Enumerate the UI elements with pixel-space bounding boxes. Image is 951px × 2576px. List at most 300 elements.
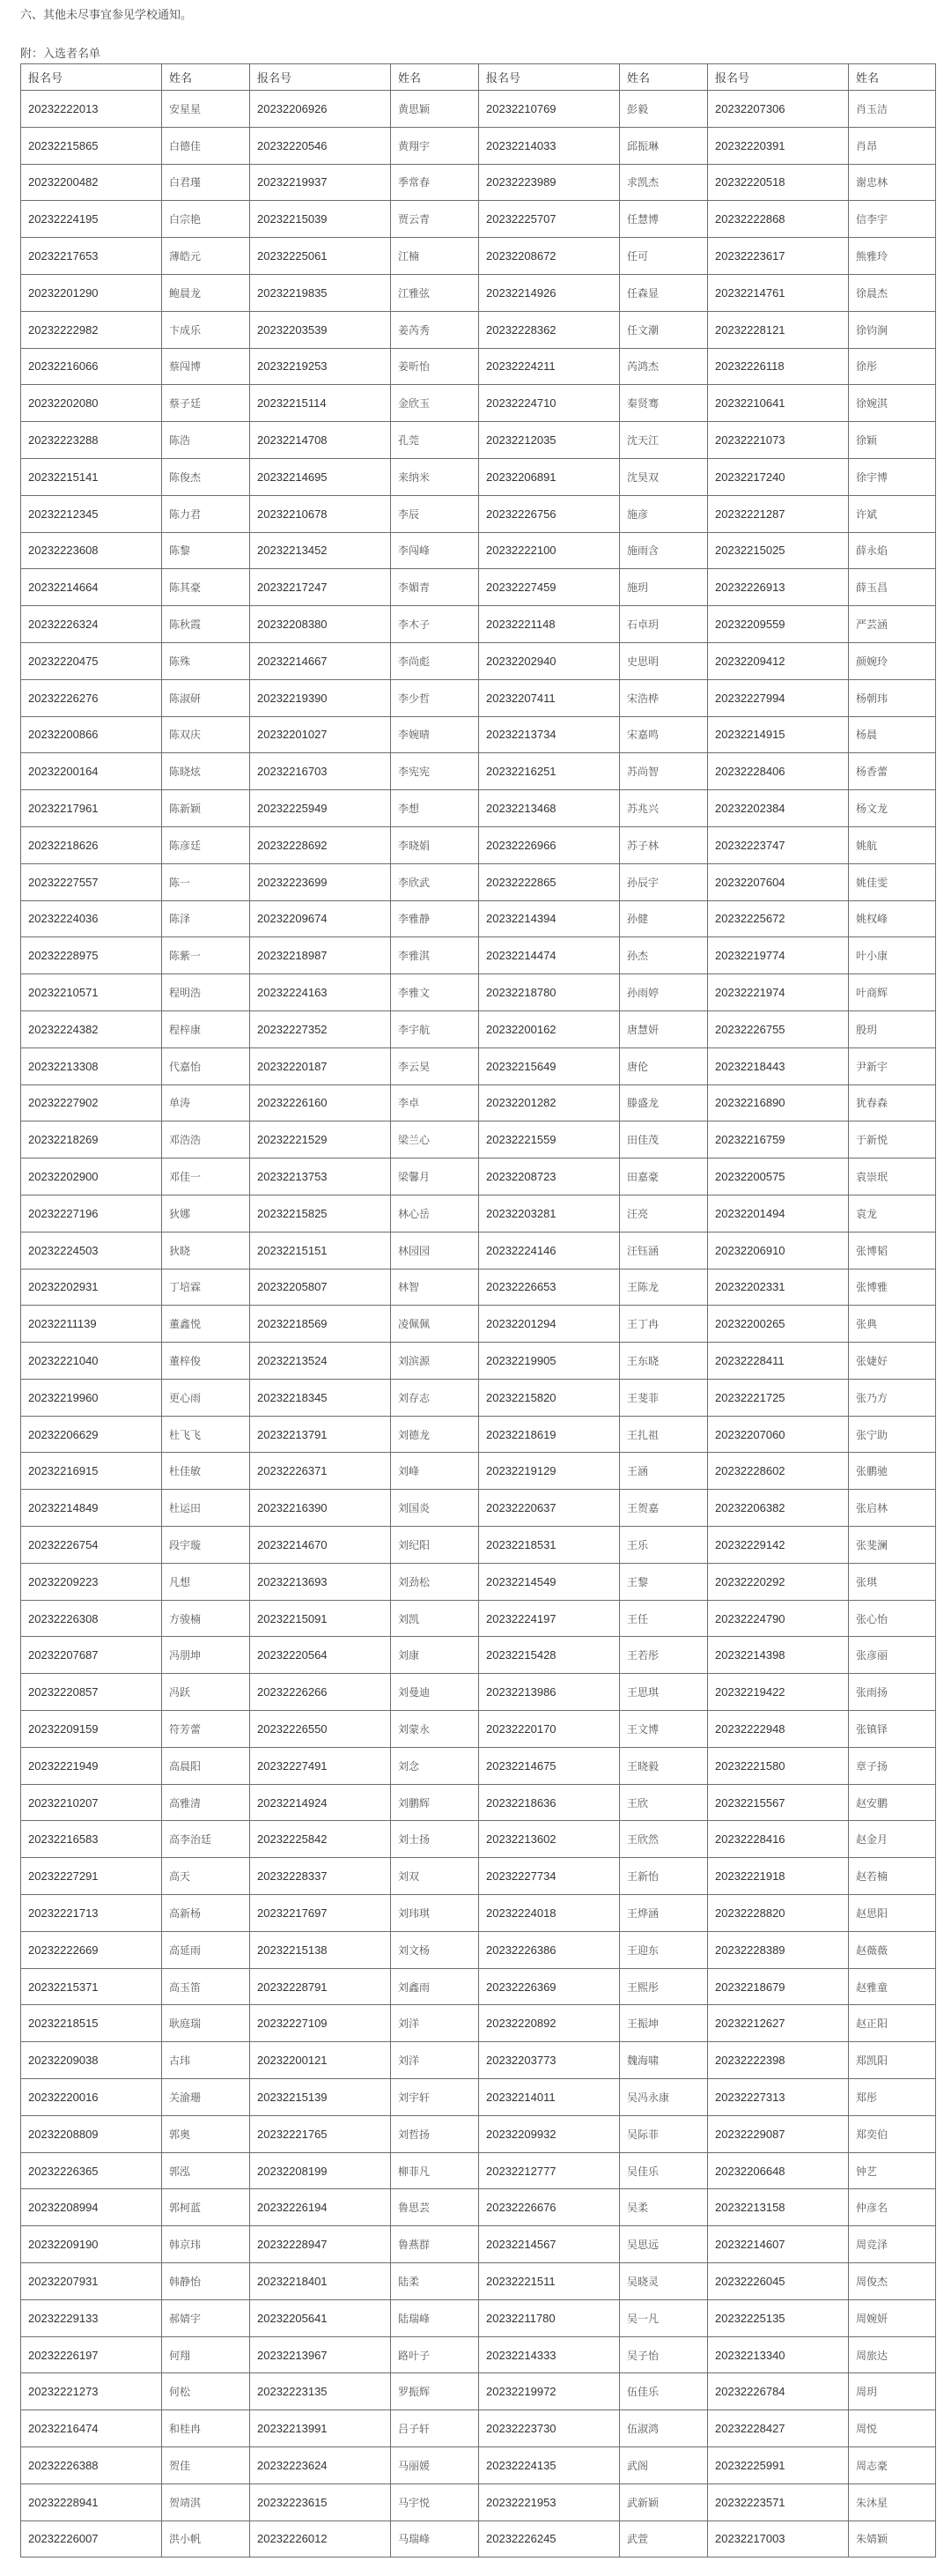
- student-name-cell: 王乐: [620, 1527, 708, 1564]
- student-name-cell: 汪钰涵: [620, 1232, 708, 1269]
- registration-number-cell: 20232226386: [479, 1931, 620, 1968]
- registration-number-cell: 20232217240: [708, 458, 849, 495]
- student-name-cell: 张雨扬: [849, 1674, 936, 1711]
- registration-number-cell: 20232228362: [479, 311, 620, 348]
- student-name-cell: 林心岳: [391, 1195, 479, 1232]
- registration-number-cell: 20232227902: [21, 1084, 162, 1121]
- student-name-cell: 赵安鹏: [849, 1784, 936, 1821]
- student-name-cell: 王黎: [620, 1563, 708, 1600]
- registration-number-cell: 20232201494: [708, 1195, 849, 1232]
- student-name-cell: 陈晓炫: [162, 753, 250, 790]
- registration-number-cell: 20232225842: [250, 1821, 391, 1858]
- registration-number-cell: 20232217961: [21, 790, 162, 827]
- registration-number-cell: 20232206910: [708, 1232, 849, 1269]
- student-name-cell: 方骏楠: [162, 1600, 250, 1637]
- registration-number-cell: 20232209932: [479, 2115, 620, 2152]
- registration-number-cell: 20232223135: [250, 2373, 391, 2410]
- student-name-cell: 何翔: [162, 2336, 250, 2373]
- registration-number-cell: 20232213468: [479, 790, 620, 827]
- student-name-cell: 魏海啸: [620, 2042, 708, 2079]
- student-name-cell: 邓佳一: [162, 1158, 250, 1195]
- student-name-cell: 杨朝玮: [849, 679, 936, 716]
- registration-number-cell: 20232225991: [708, 2447, 849, 2484]
- admission-roster-table: [20, 63, 936, 2557]
- student-name-cell: 朱婧颖: [849, 2520, 936, 2557]
- registration-number-cell: 20232224135: [479, 2447, 620, 2484]
- registration-number-cell: 20232222398: [708, 2042, 849, 2079]
- registration-number-cell: 20232221918: [708, 1858, 849, 1895]
- table-row: [21, 164, 936, 201]
- column-header-name: 姓名: [620, 64, 708, 91]
- student-name-cell: 孙辰宇: [620, 863, 708, 900]
- student-name-cell: 刘蒙永: [391, 1711, 479, 1748]
- student-name-cell: 凡想: [162, 1563, 250, 1600]
- registration-number-cell: 20232222865: [479, 863, 620, 900]
- student-name-cell: 吴子怡: [620, 2336, 708, 2373]
- student-name-cell: 刘峰: [391, 1453, 479, 1490]
- student-name-cell: 董鑫悦: [162, 1306, 250, 1343]
- student-name-cell: 王熙彤: [620, 1968, 708, 2005]
- table-row: [21, 1084, 936, 1121]
- registration-number-cell: 20232203281: [479, 1195, 620, 1232]
- registration-number-cell: 20232217003: [708, 2520, 849, 2557]
- student-name-cell: 符芳蕾: [162, 1711, 250, 1748]
- student-name-cell: 伍佳乐: [620, 2373, 708, 2410]
- student-name-cell: 吴佳乐: [620, 2152, 708, 2189]
- student-name-cell: 唐伦: [620, 1047, 708, 1084]
- table-row: [21, 238, 936, 275]
- student-name-cell: 钟艺: [849, 2152, 936, 2189]
- table-row: [21, 2299, 936, 2336]
- registration-number-cell: 20232213308: [21, 1047, 162, 1084]
- registration-number-cell: 20232216583: [21, 1821, 162, 1858]
- registration-number-cell: 20232216759: [708, 1121, 849, 1158]
- registration-number-cell: 20232202900: [21, 1158, 162, 1195]
- table-row: [21, 1121, 936, 1158]
- registration-number-cell: 20232222868: [708, 201, 849, 238]
- table-row: [21, 569, 936, 606]
- registration-number-cell: 20232206648: [708, 2152, 849, 2189]
- registration-number-cell: 20232214915: [708, 716, 849, 753]
- student-name-cell: 代嘉怡: [162, 1047, 250, 1084]
- student-name-cell: 严芸涵: [849, 606, 936, 643]
- registration-number-cell: 20232226755: [708, 1010, 849, 1047]
- registration-number-cell: 20232214667: [250, 642, 391, 679]
- student-name-cell: 路叶子: [391, 2336, 479, 2373]
- table-row: [21, 642, 936, 679]
- student-name-cell: 滕盛龙: [620, 1084, 708, 1121]
- registration-number-cell: 20232228389: [708, 1931, 849, 1968]
- table-row: [21, 1047, 936, 1084]
- student-name-cell: 刘曼迪: [391, 1674, 479, 1711]
- student-name-cell: 张彦丽: [849, 1637, 936, 1674]
- registration-number-cell: 20232214675: [479, 1747, 620, 1784]
- student-name-cell: 叶商辉: [849, 974, 936, 1011]
- student-name-cell: 张心怡: [849, 1600, 936, 1637]
- registration-number-cell: 20232218679: [708, 1968, 849, 2005]
- table-row: [21, 1306, 936, 1343]
- registration-number-cell: 20232229133: [21, 2299, 162, 2336]
- student-name-cell: 王扎祖: [620, 1416, 708, 1453]
- registration-number-cell: 20232227557: [21, 863, 162, 900]
- registration-number-cell: 20232215039: [250, 201, 391, 238]
- registration-number-cell: 20232207411: [479, 679, 620, 716]
- table-row: [21, 679, 936, 716]
- registration-number-cell: 20232213158: [708, 2189, 849, 2226]
- table-row: [21, 1784, 936, 1821]
- registration-number-cell: 20232228416: [708, 1821, 849, 1858]
- column-header-name: 姓名: [849, 64, 936, 91]
- student-name-cell: 蔡子廷: [162, 385, 250, 422]
- student-name-cell: 王欣: [620, 1784, 708, 1821]
- registration-number-cell: 20232223288: [21, 422, 162, 459]
- student-name-cell: 周竞泽: [849, 2226, 936, 2263]
- registration-number-cell: 20232224790: [708, 1600, 849, 1637]
- student-name-cell: 梁兰心: [391, 1121, 479, 1158]
- student-name-cell: 刘国炎: [391, 1490, 479, 1527]
- student-name-cell: 冯跃: [162, 1674, 250, 1711]
- student-name-cell: 程明浩: [162, 974, 250, 1011]
- registration-number-cell: 20232215139: [250, 2079, 391, 2116]
- registration-number-cell: 20232209038: [21, 2042, 162, 2079]
- registration-number-cell: 20232214033: [479, 127, 620, 164]
- registration-number-cell: 20232228121: [708, 311, 849, 348]
- student-name-cell: 陈黎: [162, 532, 250, 569]
- student-name-cell: 王欣然: [620, 1821, 708, 1858]
- student-name-cell: 赵若楠: [849, 1858, 936, 1895]
- student-name-cell: 韩京玮: [162, 2226, 250, 2263]
- student-name-cell: 王若彤: [620, 1637, 708, 1674]
- student-name-cell: 马丽媛: [391, 2447, 479, 2484]
- registration-number-cell: 20232208380: [250, 606, 391, 643]
- student-name-cell: 姜昕怡: [391, 348, 479, 385]
- registration-number-cell: 20232226369: [479, 1968, 620, 2005]
- registration-number-cell: 20232208199: [250, 2152, 391, 2189]
- student-name-cell: 关渝珊: [162, 2079, 250, 2116]
- student-name-cell: 李闯峰: [391, 532, 479, 569]
- registration-number-cell: 20232220518: [708, 164, 849, 201]
- table-row: [21, 1010, 936, 1047]
- table-row: [21, 311, 936, 348]
- table-row: [21, 2042, 936, 2079]
- student-name-cell: 白君瑾: [162, 164, 250, 201]
- student-name-cell: 于新悦: [849, 1121, 936, 1158]
- student-name-cell: 李欣武: [391, 863, 479, 900]
- registration-number-cell: 20232206629: [21, 1416, 162, 1453]
- registration-number-cell: 20232213734: [479, 716, 620, 753]
- student-name-cell: 黄翔宇: [391, 127, 479, 164]
- registration-number-cell: 20232225061: [250, 238, 391, 275]
- student-name-cell: 肖玉洁: [849, 91, 936, 128]
- student-name-cell: 高玉笛: [162, 1968, 250, 2005]
- table-row: [21, 127, 936, 164]
- student-name-cell: 李辰: [391, 495, 479, 532]
- registration-number-cell: 20232206926: [250, 91, 391, 128]
- student-name-cell: 武新颖: [620, 2483, 708, 2520]
- registration-number-cell: 20232229142: [708, 1527, 849, 1564]
- student-name-cell: 周玥: [849, 2373, 936, 2410]
- registration-number-cell: 20232206382: [708, 1490, 849, 1527]
- student-name-cell: 颜婉玲: [849, 642, 936, 679]
- student-name-cell: 周婉妍: [849, 2299, 936, 2336]
- student-name-cell: 陈俊杰: [162, 458, 250, 495]
- student-name-cell: 刘劲松: [391, 1563, 479, 1600]
- student-name-cell: 耿庭瑞: [162, 2005, 250, 2042]
- student-name-cell: 林园园: [391, 1232, 479, 1269]
- table-row: [21, 532, 936, 569]
- student-name-cell: 信李宇: [849, 201, 936, 238]
- student-name-cell: 彭毅: [620, 91, 708, 128]
- table-row: [21, 1858, 936, 1895]
- registration-number-cell: 20232220564: [250, 1637, 391, 1674]
- student-name-cell: 刘康: [391, 1637, 479, 1674]
- registration-number-cell: 20232227109: [250, 2005, 391, 2042]
- registration-number-cell: 20232211139: [21, 1306, 162, 1343]
- registration-number-cell: 20232214924: [250, 1784, 391, 1821]
- registration-number-cell: 20232226276: [21, 679, 162, 716]
- registration-number-cell: 20232226754: [21, 1527, 162, 1564]
- student-name-cell: 马宇悦: [391, 2483, 479, 2520]
- table-row: [21, 790, 936, 827]
- registration-number-cell: 20232223989: [479, 164, 620, 201]
- registration-number-cell: 20232224211: [479, 348, 620, 385]
- student-name-cell: 高新杨: [162, 1895, 250, 1932]
- table-row: [21, 716, 936, 753]
- student-name-cell: 熊雅玲: [849, 238, 936, 275]
- table-row: [21, 2483, 936, 2520]
- registration-number-cell: 20232226913: [708, 569, 849, 606]
- table-row: [21, 91, 936, 128]
- student-name-cell: 武阁: [620, 2447, 708, 2484]
- registration-number-cell: 20232200482: [21, 164, 162, 201]
- table-row: [21, 1343, 936, 1380]
- student-name-cell: 张博韬: [849, 1232, 936, 1269]
- registration-number-cell: 20232215141: [21, 458, 162, 495]
- student-name-cell: 鲍晨龙: [162, 274, 250, 311]
- registration-number-cell: 20232221953: [479, 2483, 620, 2520]
- registration-number-cell: 20232221559: [479, 1121, 620, 1158]
- student-name-cell: 刘玮琪: [391, 1895, 479, 1932]
- student-name-cell: 和桂冉: [162, 2410, 250, 2447]
- student-name-cell: 王东晓: [620, 1343, 708, 1380]
- student-name-cell: 白宗艳: [162, 201, 250, 238]
- student-name-cell: 姚佳雯: [849, 863, 936, 900]
- student-name-cell: 赵薇薇: [849, 1931, 936, 1968]
- registration-number-cell: 20232214607: [708, 2226, 849, 2263]
- registration-number-cell: 20232218626: [21, 826, 162, 863]
- registration-number-cell: 20232214011: [479, 2079, 620, 2116]
- registration-number-cell: 20232214708: [250, 422, 391, 459]
- registration-number-cell: 20232218443: [708, 1047, 849, 1084]
- student-name-cell: 赵正阳: [849, 2005, 936, 2042]
- registration-number-cell: 20232226324: [21, 606, 162, 643]
- registration-number-cell: 20232210207: [21, 1784, 162, 1821]
- registration-number-cell: 20232212345: [21, 495, 162, 532]
- student-name-cell: 尹新宇: [849, 1047, 936, 1084]
- student-name-cell: 江雅弦: [391, 274, 479, 311]
- student-name-cell: 刘双: [391, 1858, 479, 1895]
- registration-number-cell: 20232226388: [21, 2447, 162, 2484]
- student-name-cell: 章子扬: [849, 1747, 936, 1784]
- registration-number-cell: 20232200265: [708, 1306, 849, 1343]
- registration-number-cell: 20232226118: [708, 348, 849, 385]
- registration-number-cell: 20232221580: [708, 1747, 849, 1784]
- student-name-cell: 李想: [391, 790, 479, 827]
- student-name-cell: 施彦: [620, 495, 708, 532]
- student-name-cell: 吕子轩: [391, 2410, 479, 2447]
- registration-number-cell: 20232220170: [479, 1711, 620, 1748]
- student-name-cell: 张鹏驰: [849, 1453, 936, 1490]
- student-name-cell: 高晨阳: [162, 1747, 250, 1784]
- registration-number-cell: 20232216066: [21, 348, 162, 385]
- table-row: [21, 458, 936, 495]
- student-name-cell: 刘纪阳: [391, 1527, 479, 1564]
- registration-number-cell: 20232222982: [21, 311, 162, 348]
- student-name-cell: 陈其豪: [162, 569, 250, 606]
- registration-number-cell: 20232214567: [479, 2226, 620, 2263]
- student-name-cell: 刘鹏辉: [391, 1784, 479, 1821]
- table-row: [21, 422, 936, 459]
- student-name-cell: 陈紫一: [162, 937, 250, 974]
- registration-number-cell: 20232218269: [21, 1121, 162, 1158]
- registration-number-cell: 20232224195: [21, 201, 162, 238]
- student-name-cell: 贾云青: [391, 201, 479, 238]
- student-name-cell: 王丁冉: [620, 1306, 708, 1343]
- table-row: [21, 2079, 936, 2116]
- table-row: [21, 1637, 936, 1674]
- registration-number-cell: 20232218401: [250, 2263, 391, 2300]
- student-name-cell: 徐晨杰: [849, 274, 936, 311]
- table-row: [21, 2373, 936, 2410]
- column-header-reg-no: 报名号: [708, 64, 849, 91]
- registration-number-cell: 20232217697: [250, 1895, 391, 1932]
- student-name-cell: 安星星: [162, 91, 250, 128]
- table-row: [21, 2410, 936, 2447]
- registration-number-cell: 20232214670: [250, 1527, 391, 1564]
- registration-number-cell: 20232228411: [708, 1343, 849, 1380]
- attachment-title: 附：入选者名单: [20, 48, 101, 61]
- registration-number-cell: 20232203539: [250, 311, 391, 348]
- table-row: [21, 2189, 936, 2226]
- student-name-cell: 白德佳: [162, 127, 250, 164]
- registration-number-cell: 20232215371: [21, 1968, 162, 2005]
- student-name-cell: 武萱: [620, 2520, 708, 2557]
- registration-number-cell: 20232221974: [708, 974, 849, 1011]
- student-name-cell: 杨晨: [849, 716, 936, 753]
- student-name-cell: 孔莞: [391, 422, 479, 459]
- registration-number-cell: 20232229087: [708, 2115, 849, 2152]
- student-name-cell: 陈淑研: [162, 679, 250, 716]
- table-row: [21, 1379, 936, 1416]
- student-name-cell: 刘士扬: [391, 1821, 479, 1858]
- table-row: [21, 274, 936, 311]
- student-name-cell: 苏兆兴: [620, 790, 708, 827]
- registration-number-cell: 20232223571: [708, 2483, 849, 2520]
- student-name-cell: 冯朋坤: [162, 1637, 250, 1674]
- registration-number-cell: 20232220857: [21, 1674, 162, 1711]
- table-row: [21, 606, 936, 643]
- student-name-cell: 洪小帆: [162, 2520, 250, 2557]
- table-row: [21, 863, 936, 900]
- registration-number-cell: 20232210571: [21, 974, 162, 1011]
- registration-number-cell: 20232228820: [708, 1895, 849, 1932]
- student-name-cell: 李媚青: [391, 569, 479, 606]
- registration-number-cell: 20232221765: [250, 2115, 391, 2152]
- registration-number-cell: 20232224146: [479, 1232, 620, 1269]
- registration-number-cell: 20232221148: [479, 606, 620, 643]
- registration-number-cell: 20232221073: [708, 422, 849, 459]
- registration-number-cell: 20232214761: [708, 274, 849, 311]
- registration-number-cell: 20232200866: [21, 716, 162, 753]
- registration-number-cell: 20232223617: [708, 238, 849, 275]
- registration-number-cell: 20232221949: [21, 1747, 162, 1784]
- student-name-cell: 王思琪: [620, 1674, 708, 1711]
- student-name-cell: 王斐菲: [620, 1379, 708, 1416]
- student-name-cell: 徐婉淇: [849, 385, 936, 422]
- registration-number-cell: 20232228947: [250, 2226, 391, 2263]
- notice-text: 六、其他未尽事宜参见学校通知。: [20, 9, 193, 22]
- registration-number-cell: 20232223615: [250, 2483, 391, 2520]
- table-row: [21, 900, 936, 937]
- student-name-cell: 李雅淇: [391, 937, 479, 974]
- registration-number-cell: 20232228337: [250, 1858, 391, 1895]
- student-name-cell: 李少哲: [391, 679, 479, 716]
- student-name-cell: 贺佳: [162, 2447, 250, 2484]
- registration-number-cell: 20232217247: [250, 569, 391, 606]
- registration-number-cell: 20232216915: [21, 1453, 162, 1490]
- registration-number-cell: 20232224382: [21, 1010, 162, 1047]
- registration-number-cell: 20232205807: [250, 1269, 391, 1306]
- student-name-cell: 鲁燕群: [391, 2226, 479, 2263]
- student-name-cell: 徐颖: [849, 422, 936, 459]
- table-row: [21, 348, 936, 385]
- registration-number-cell: 20232226308: [21, 1600, 162, 1637]
- registration-number-cell: 20232219774: [708, 937, 849, 974]
- registration-number-cell: 20232227459: [479, 569, 620, 606]
- student-name-cell: 罗振辉: [391, 2373, 479, 2410]
- student-name-cell: 孙杰: [620, 937, 708, 974]
- registration-number-cell: 20232214926: [479, 274, 620, 311]
- student-name-cell: 周悦: [849, 2410, 936, 2447]
- registration-number-cell: 20232215649: [479, 1047, 620, 1084]
- registration-number-cell: 20232214394: [479, 900, 620, 937]
- student-name-cell: 袁龙: [849, 1195, 936, 1232]
- registration-number-cell: 20232216474: [21, 2410, 162, 2447]
- student-name-cell: 王烨涵: [620, 1895, 708, 1932]
- student-name-cell: 王迎东: [620, 1931, 708, 1968]
- student-name-cell: 古玮: [162, 2042, 250, 2079]
- student-name-cell: 吴柔: [620, 2189, 708, 2226]
- registration-number-cell: 20232223608: [21, 532, 162, 569]
- registration-number-cell: 20232209412: [708, 642, 849, 679]
- registration-number-cell: 20232226045: [708, 2263, 849, 2300]
- registration-number-cell: 20232219972: [479, 2373, 620, 2410]
- student-name-cell: 刘存志: [391, 1379, 479, 1416]
- student-name-cell: 史思明: [620, 642, 708, 679]
- registration-number-cell: 20232202384: [708, 790, 849, 827]
- student-name-cell: 犹春森: [849, 1084, 936, 1121]
- student-name-cell: 杨文龙: [849, 790, 936, 827]
- registration-number-cell: 20232227313: [708, 2079, 849, 2116]
- registration-number-cell: 20232209223: [21, 1563, 162, 1600]
- student-name-cell: 姚权峰: [849, 900, 936, 937]
- student-name-cell: 陈彦廷: [162, 826, 250, 863]
- student-name-cell: 王陈龙: [620, 1269, 708, 1306]
- registration-number-cell: 20232212777: [479, 2152, 620, 2189]
- student-name-cell: 张乃方: [849, 1379, 936, 1416]
- registration-number-cell: 20232226653: [479, 1269, 620, 1306]
- student-name-cell: 李卓: [391, 1084, 479, 1121]
